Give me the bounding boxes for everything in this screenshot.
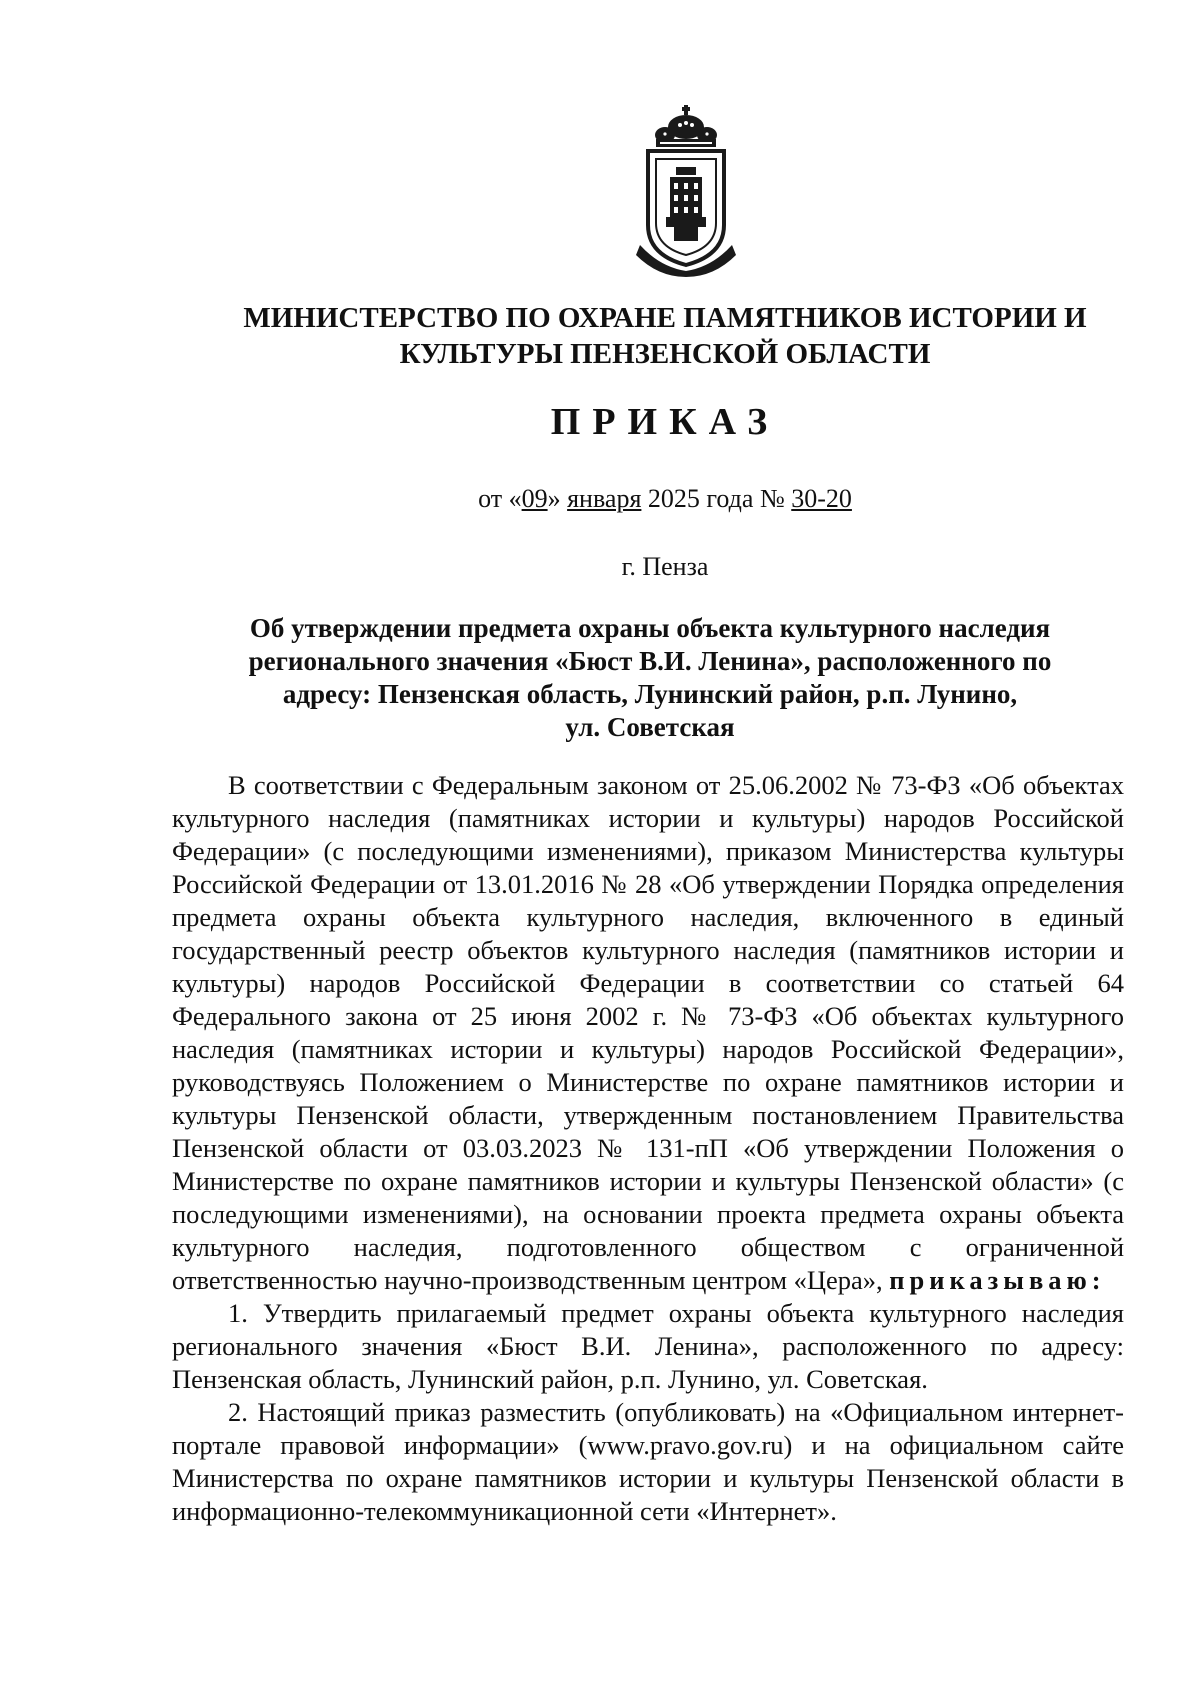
order-item-2: 2. Настоящий приказ разместить (опубликовать) на «Официальном интернет-портале правовой информации» (www.pravo.gov.ru) и на официальном сайте Министерства по охране памятников истории и культуры Пензенской области в информационно-телекоммуникационной сети «Интернет». [172,1397,1124,1526]
subject-line-4: ул. Советская [565,712,735,742]
date-year: 2025 года № [641,484,792,513]
document-type-title: ПРИКАЗ [550,401,780,443]
ministry-name [0,300,1200,372]
city-line: г. Пенза [621,552,709,581]
preamble-paragraph [172,769,1124,1297]
date-prefix: от « [478,484,522,513]
preamble-text: В соответствии с Федеральным законом от 25.06.2002 № 73-ФЗ «Об объектах культурного наследия (памятниках истории и культуры) народов Российской Федерации» (с последующими изменениями), приказом Министерства культуры Российской Федерации от 13.01.2016 № 28 «Об утверждении Порядка определения предмета охраны объекта культурного наследия, включенного в единый государственный реестр объектов культурного наследия (памятников истории и культуры) народов Российской Федерации в соответствии со статьей 64 Федерального закона от 25 июня 2002 г. № 73-ФЗ «Об объектах культурного наследия (памятниках истории и культуры) народов Российской Федерации», руководствуясь Положением о Министерстве по охране памятников истории и культуры Пензенской области, утвержденным постановлением Правительства Пензенской области от 03.03.2023 № 131-пП «Об утверждении Положения о Министерстве по охране памятников истории и культуры Пензенской области» (с последующими изменениями), на основании проекта предмета охраны объекта культурного наследия, подготовленного обществом с ограниченной ответственностью научно-производственным центром «Цера», [172,770,1124,1295]
date-month: января [567,484,642,513]
subject-line-2: регионального значения «Бюст В.И. Ленина», расположенного по [248,646,1052,676]
order-dateline [0,484,1200,514]
date-mid: » [547,484,568,513]
order-subject [175,612,1125,744]
ministry-line-1: МИНИСТЕРСТВО ПО ОХРАНЕ ПАМЯТНИКОВ ИСТОРИИ И [243,302,1087,334]
coat-of-arms-icon [630,105,742,277]
order-keyword: приказываю: [889,1265,1106,1295]
date-day: 09 [521,484,548,513]
subject-line-3: адресу: Пензенская область, Лунинский район, р.п. Лунино, [282,679,1018,709]
order-body [172,769,1124,1528]
order-item-1: 1. Утвердить прилагаемый предмет охраны объекта культурного наследия регионального значения «Бюст В.И. Ленина», расположенного по адресу: Пензенская область, Лунинский район, р.п. Лунино, ул. Советская. [172,1298,1124,1394]
order-number: 30-20 [791,484,852,513]
ministry-line-2: КУЛЬТУРЫ ПЕНЗЕНСКОЙ ОБЛАСТИ [399,338,931,370]
subject-line-1: Об утверждении предмета охраны объекта культурного наследия [249,613,1051,643]
